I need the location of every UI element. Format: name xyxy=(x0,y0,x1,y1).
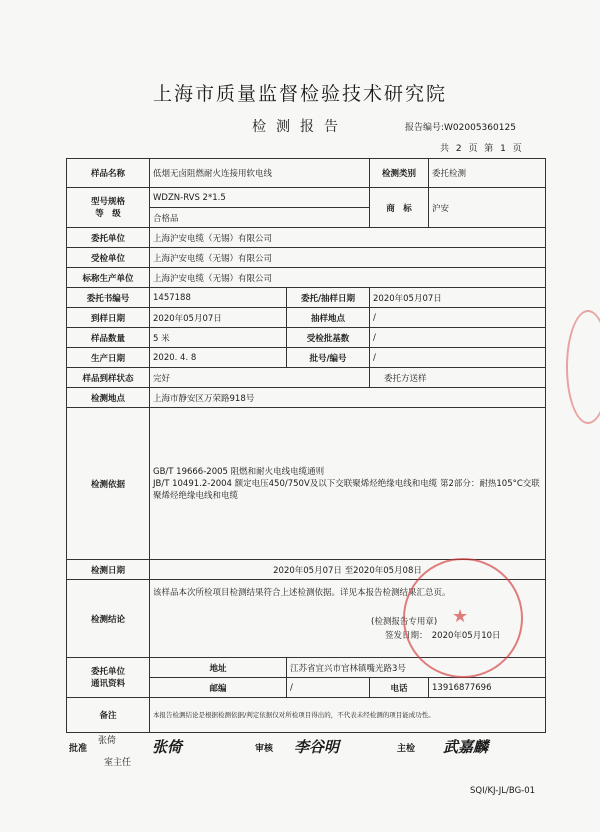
test-location-label: 检测地点 xyxy=(67,388,150,408)
row-contract xyxy=(67,288,546,308)
phone-label: 电话 xyxy=(370,678,429,698)
approver-title: 室主任 xyxy=(104,758,132,768)
test-basis-standard-1: GB/T 19666-2005 阻燃和耐火电线电缆通则 xyxy=(153,466,325,477)
client-value: 上海沪安电缆（无锡）有限公司 xyxy=(150,228,546,248)
signature-row xyxy=(0,733,600,783)
grade-value: 合格品 xyxy=(150,208,370,228)
institute-title: 上海市质量监督检验技术研究院 xyxy=(152,83,447,105)
phone-value: 13916877696 xyxy=(429,678,546,698)
form-code: SQI/KJ-JL/BG-01 xyxy=(470,786,536,796)
client-label: 委托单位 xyxy=(67,228,150,248)
sample-state-label: 样品到样状态 xyxy=(67,368,150,388)
sampling-date-label: 委托/抽样日期 xyxy=(287,288,370,308)
sample-name-value: 低烟无卤阻燃耐火连接用软电线 xyxy=(150,159,370,188)
chief-signature: 武嘉麟 xyxy=(443,738,489,756)
conclusion-text: 该样品本次所检项目检测结果符合上述检测依据。详见本报告检测结果汇总页。 xyxy=(153,588,451,598)
test-basis-cell xyxy=(150,408,546,560)
issue-date: 签发日期： 2020年05月10日 xyxy=(385,631,501,641)
test-date-label: 检测日期 xyxy=(67,560,150,580)
sampling-place-value: / xyxy=(370,308,546,328)
row-remark xyxy=(67,698,546,733)
row-location xyxy=(67,388,546,408)
grade-label: 等 级 xyxy=(95,208,121,219)
batch-label: 批号/编号 xyxy=(287,348,370,368)
sampling-date-value: 2020年05月07日 xyxy=(370,288,546,308)
test-basis-label: 检测依据 xyxy=(67,408,150,560)
page-info: 共 2 页 第 1 页 xyxy=(440,144,524,154)
delivery-method: 委托方送样 xyxy=(370,368,546,388)
approver-name: 张倚 xyxy=(98,736,117,746)
client-info-label-2: 通讯资料 xyxy=(90,678,125,689)
seal-star-icon: ★ xyxy=(452,606,469,627)
review-label: 审核 xyxy=(255,744,274,754)
base-qty-label: 受检批基数 xyxy=(287,328,370,348)
sample-state-value: 完好 xyxy=(150,368,370,388)
arrival-date-label: 到样日期 xyxy=(67,308,150,328)
reviewer-signature: 李谷明 xyxy=(294,738,340,756)
production-date-value: 2020. 4. 8 xyxy=(150,348,287,368)
row-production xyxy=(67,348,546,368)
inspected-value: 上海沪安电缆（无锡）有限公司 xyxy=(150,248,546,268)
model-value: WDZN-RVS 2*1.5 xyxy=(150,188,370,208)
remark-label: 备注 xyxy=(67,698,150,733)
model-grade-label-cell xyxy=(67,188,150,228)
address-value: 江苏省宜兴市官林镇嘴光路3号 xyxy=(287,658,546,678)
approve-label: 批准 xyxy=(69,744,88,754)
trademark-label: 商 标 xyxy=(370,188,429,228)
chief-label: 主检 xyxy=(397,744,416,754)
contract-no-value: 1457188 xyxy=(150,288,287,308)
production-date-label: 生产日期 xyxy=(67,348,150,368)
row-model xyxy=(67,188,546,208)
row-inspected xyxy=(67,248,546,268)
manufacturer-label: 标称生产单位 xyxy=(67,268,150,288)
postcode-value: / xyxy=(287,678,370,698)
contract-no-label: 委托书编号 xyxy=(67,288,150,308)
side-perforation-seal xyxy=(566,310,600,424)
test-basis-standard-2: JB/T 10491.2-2004 额定电压450/750V及以下交联聚烯烃绝缘电线和电缆 第2部分：耐热105°C交联聚烯烃绝缘电线和电缆 xyxy=(153,478,540,501)
test-category-value: 委托检测 xyxy=(429,159,546,188)
test-category-label: 检测类别 xyxy=(370,159,429,188)
sample-name-label: 样品名称 xyxy=(67,159,150,188)
batch-value: / xyxy=(370,348,546,368)
row-sample-state xyxy=(67,368,546,388)
base-qty-value: / xyxy=(370,328,546,348)
row-client xyxy=(67,228,546,248)
seal-note: (检测报告专用章) xyxy=(371,617,438,627)
manufacturer-value: 上海沪安电缆（无锡）有限公司 xyxy=(150,268,546,288)
test-location-value: 上海市静安区万荣路918号 xyxy=(150,388,546,408)
model-label: 型号规格 xyxy=(90,196,125,207)
test-date-value: 2020年05月07日 至2020年05月08日 xyxy=(150,560,546,580)
remark-value: 本报告检测结论是根据检测依据/判定依据仅对所检项目得出的，不代表未经检测的项目能成功性。 xyxy=(150,698,546,733)
row-manufacturer xyxy=(67,268,546,288)
row-arrival xyxy=(67,308,546,328)
quantity-label: 样品数量 xyxy=(67,328,150,348)
inspected-label: 受检单位 xyxy=(67,248,150,268)
quantity-value: 5 米 xyxy=(150,328,287,348)
report-number: 报告编号:W02005360125 xyxy=(405,123,516,133)
postcode-label: 邮编 xyxy=(150,678,287,698)
client-info-label-cell xyxy=(67,658,150,698)
sampling-place-label: 抽样地点 xyxy=(287,308,370,328)
report-title: 检测报告 xyxy=(252,119,348,135)
row-basis xyxy=(67,408,546,560)
row-quantity xyxy=(67,328,546,348)
client-info-label-1: 委托单位 xyxy=(90,666,125,677)
row-sample-name xyxy=(67,159,546,188)
arrival-date-value: 2020年05月07日 xyxy=(150,308,287,328)
approver-signature: 张倚 xyxy=(152,738,183,756)
address-label: 地址 xyxy=(150,658,287,678)
conclusion-label: 检测结论 xyxy=(67,580,150,658)
trademark-value: 沪安 xyxy=(429,188,546,228)
